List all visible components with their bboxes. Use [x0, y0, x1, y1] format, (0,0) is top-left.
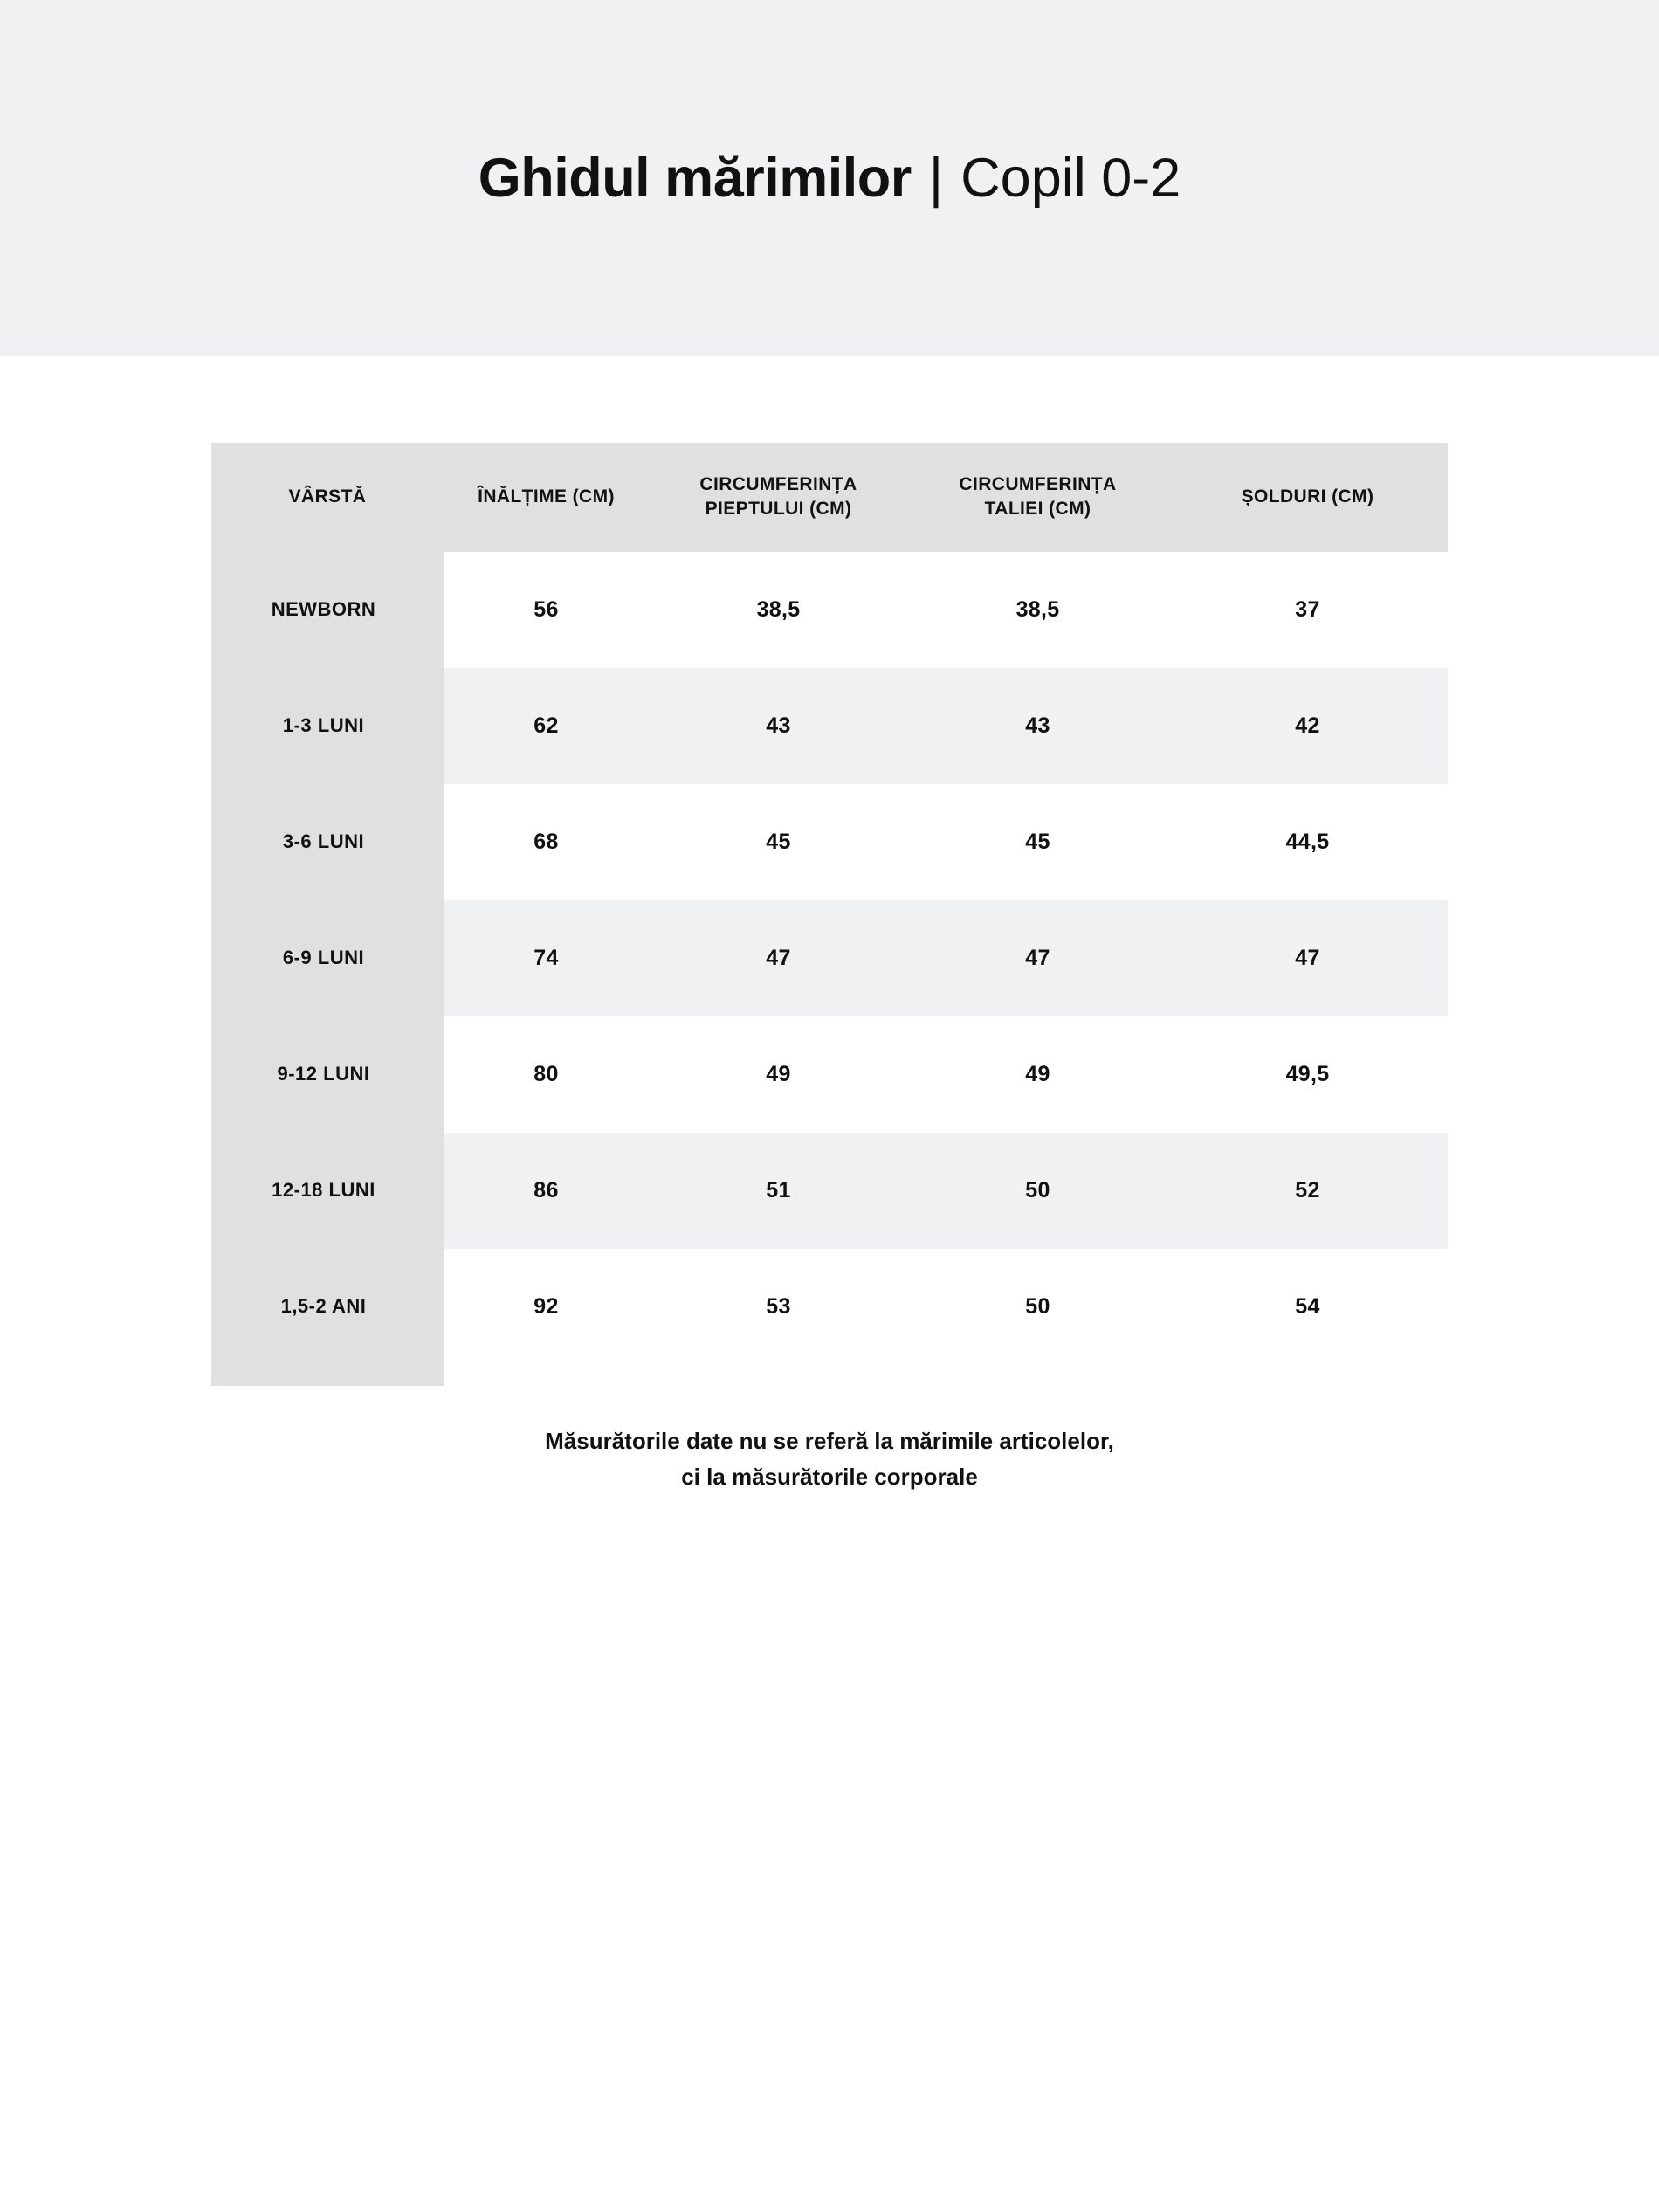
page-title-main: Ghidul mărimilor [478, 148, 912, 209]
cell-height: 56 [444, 552, 649, 668]
size-table-body [211, 552, 1448, 1365]
cell-age: 9-12 LUNI [211, 1016, 444, 1133]
cell-waist: 50 [908, 1133, 1167, 1249]
column-header-chest-line1: CIRCUMFERINȚA [699, 474, 857, 494]
column-header-hips-line1: ȘOLDURI (CM) [1241, 486, 1374, 507]
cell-chest: 47 [649, 900, 908, 1016]
cell-age: 3-6 LUNI [211, 784, 444, 900]
cell-height: 74 [444, 900, 649, 1016]
column-header-age-line1: VÂRSTĂ [288, 486, 367, 507]
footnote-line-1: Măsurătorile date nu se referă la mărimile articolelor, [545, 1427, 1114, 1454]
cell-hips: 37 [1167, 552, 1448, 668]
cell-waist: 50 [908, 1249, 1167, 1365]
cell-hips: 49,5 [1167, 1016, 1448, 1133]
column-header-chest [649, 443, 908, 552]
cell-height: 68 [444, 784, 649, 900]
table-row [211, 1016, 1448, 1133]
cell-age: 1-3 LUNI [211, 668, 444, 784]
cell-height: 80 [444, 1016, 649, 1133]
cell-height: 92 [444, 1249, 649, 1365]
size-table-head [211, 443, 1448, 552]
cell-hips: 54 [1167, 1249, 1448, 1365]
column-header-waist-line1: CIRCUMFERINȚA [959, 474, 1117, 494]
column-header-height-line1: ÎNĂLȚIME (CM) [478, 486, 615, 507]
column-header-height [444, 443, 649, 552]
cell-height: 62 [444, 668, 649, 784]
page-title-separator: | [928, 148, 944, 209]
cell-waist: 43 [908, 668, 1167, 784]
cell-age: NEWBORN [211, 552, 444, 668]
cell-age: 12-18 LUNI [211, 1133, 444, 1249]
cell-waist: 47 [908, 900, 1167, 1016]
cell-height: 86 [444, 1133, 649, 1249]
footnote [218, 1423, 1441, 1496]
cell-waist: 38,5 [908, 552, 1167, 668]
cell-chest: 38,5 [649, 552, 908, 668]
cell-hips: 52 [1167, 1133, 1448, 1249]
column-header-waist-line2: TALIEI (CM) [984, 499, 1091, 520]
cell-waist: 45 [908, 784, 1167, 900]
footnote-line-2: ci la măsurătorile corporale [681, 1464, 978, 1491]
cell-chest: 51 [649, 1133, 908, 1249]
column-header-age [211, 443, 444, 552]
size-table-container [211, 443, 1448, 1365]
column-header-hips [1167, 443, 1448, 552]
cell-hips: 47 [1167, 900, 1448, 1016]
column-header-waist [908, 443, 1167, 552]
size-table [211, 443, 1448, 1365]
cell-age: 6-9 LUNI [211, 900, 444, 1016]
table-row [211, 784, 1448, 900]
cell-hips: 44,5 [1167, 784, 1448, 900]
cell-chest: 49 [649, 1016, 908, 1133]
table-row [211, 552, 1448, 668]
table-row [211, 1133, 1448, 1249]
table-row [211, 668, 1448, 784]
cell-chest: 43 [649, 668, 908, 784]
cell-chest: 45 [649, 784, 908, 900]
table-row [211, 900, 1448, 1016]
cell-chest: 53 [649, 1249, 908, 1365]
cell-waist: 49 [908, 1016, 1167, 1133]
table-header-row [211, 443, 1448, 552]
column-header-chest-line2: PIEPTULUI (CM) [705, 499, 852, 520]
page-title-sub: Copil 0-2 [960, 148, 1181, 209]
page-title [478, 147, 1181, 210]
cell-hips: 42 [1167, 668, 1448, 784]
table-row [211, 1249, 1448, 1365]
age-column-tail [211, 1365, 444, 1386]
cell-age: 1,5-2 ANI [211, 1249, 444, 1365]
page-header-band [0, 0, 1659, 356]
